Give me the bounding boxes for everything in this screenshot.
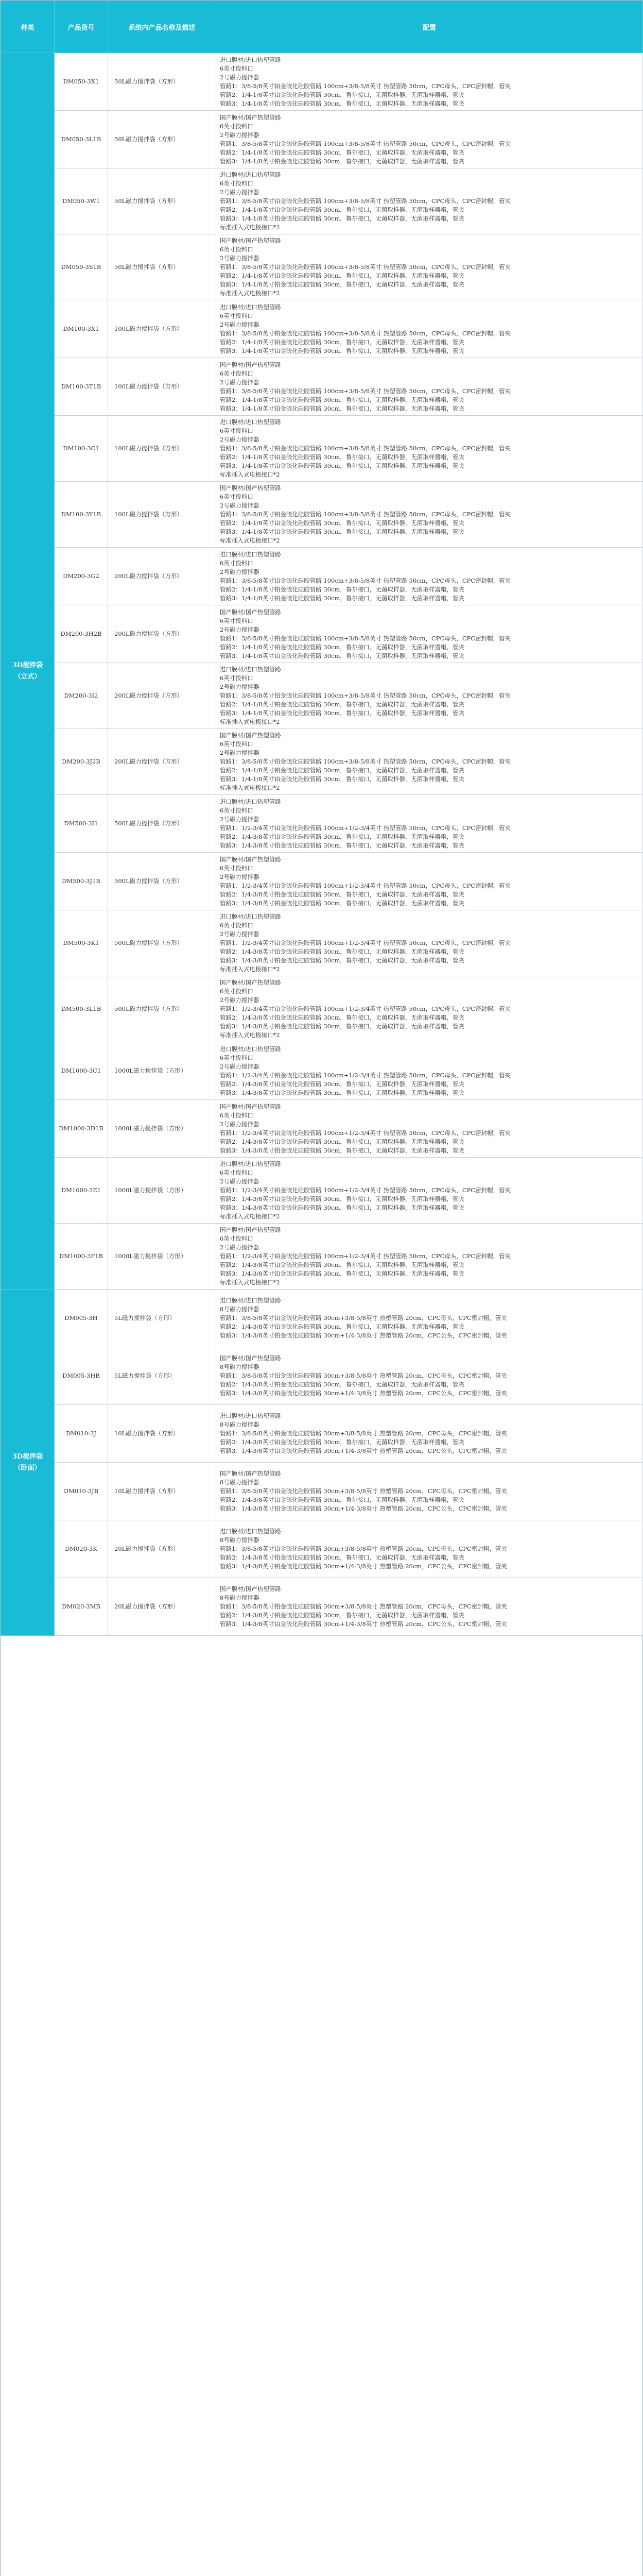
configuration-line: 管路1：3/8-5/8英寸铂金硫化硅胶管路 100cm+3/8-5/8英寸 热塑管路 50cm，CPC母头，CPC密封帽，管夹 bbox=[220, 263, 511, 270]
configuration-line: 管路3：1/4-1/8英寸铂金硫化硅胶管路 30cm，鲁尔接口，无菌取样器，无菌取样器帽，管夹 bbox=[220, 404, 464, 412]
product-name-cell: 50L磁力搅拌袋（方形） bbox=[108, 168, 216, 234]
product-name-cell: 100L磁力搅拌袋（方形） bbox=[108, 482, 216, 548]
product-code-cell: DM050-3W1 bbox=[55, 168, 108, 234]
configuration-line: 标准插入式电极接口*2 bbox=[220, 718, 280, 725]
configuration-line: 8号磁力搅拌器 bbox=[220, 1421, 259, 1428]
table-row bbox=[1, 1042, 643, 1100]
configuration-line: 管路2：1/4-1/8英寸铂金硫化硅胶管路 30cm，鲁尔接口，无菌取样器，无菌取样器帽，管夹 bbox=[220, 272, 464, 279]
configuration-line: 管路1：3/8-5/8英寸铂金硫化硅胶管路 100cm+3/8-5/8英寸 热塑管路 50cm，CPC母头，CPC密封帽，管夹 bbox=[220, 758, 511, 765]
configuration-line: 6英寸投料口 bbox=[220, 617, 253, 624]
configuration-cell bbox=[216, 1290, 643, 1347]
configuration-line: 管路2：1/4-3/8英寸铂金硫化硅胶管路 30cm，鲁尔接口，无菌取样器，无菌取样器帽，管夹 bbox=[220, 1438, 464, 1446]
configuration-line: 8号磁力搅拌器 bbox=[220, 1306, 259, 1313]
configuration-line: 管路3：1/4-3/8英寸铂金硫化硅胶管路 30cm，鲁尔接口，无菌取样器，无菌取样器帽，管夹 bbox=[220, 1023, 464, 1030]
configuration-line: 管路2：1/4-3/8英寸铂金硫化硅胶管路 30cm，鲁尔接口，无菌取样器，无菌取样器帽，管夹 bbox=[220, 1323, 464, 1330]
configuration-line: 管路3：1/4-3/8英寸铂金硫化硅胶管路 30cm，鲁尔接口，无菌取样器，无菌取样器帽，管夹 bbox=[220, 841, 464, 849]
configuration-line: 进口膜材/进口热塑管路 bbox=[220, 798, 281, 805]
configuration-line: 管路1：3/8-5/8英寸铂金硫化硅胶管路 30cm+3/8-5/8英寸 热塑管路 20cm，CPC母头，CPC密封帽，管夹 bbox=[220, 1487, 507, 1495]
product-name-cell: 200L磁力搅拌袋（方形） bbox=[108, 663, 216, 729]
configuration-line: 2号磁力搅拌器 bbox=[220, 815, 259, 823]
configuration-line: 管路2：1/4-1/8英寸铂金硫化硅胶管路 30cm，鲁尔接口，无菌取样器，无菌取样器帽，管夹 bbox=[220, 148, 464, 156]
configuration-line: 6英寸投料口 bbox=[220, 740, 253, 748]
configuration-line: 进口膜材/进口热塑管路 bbox=[220, 1045, 281, 1053]
configuration-line: 进口膜材/进口热塑管路 bbox=[220, 418, 281, 426]
configuration-line: 2号磁力搅拌器 bbox=[220, 1062, 259, 1070]
product-code-cell: DM010-3J bbox=[55, 1405, 108, 1463]
product-name-cell: 1000L磁力搅拌袋（方形） bbox=[108, 1158, 216, 1224]
configuration-line: 管路1：3/8-5/8英寸铂金硫化硅胶管路 100cm+3/8-5/8英寸 热塑管路 50cm，CPC母头，CPC密封帽，管夹 bbox=[220, 197, 511, 205]
product-code-cell: DM020-3MB bbox=[55, 1578, 108, 1636]
configuration-line: 管路2：1/4-3/8英寸铂金硫化硅胶管路 30cm，鲁尔接口，无菌取样器，无菌取样器帽，管夹 bbox=[220, 1612, 464, 1619]
configuration-line: 管路1：3/8-5/8英寸铂金硫化硅胶管路 100cm+3/8-5/8英寸 热塑管路 50cm，CPC母头，CPC密封帽，管夹 bbox=[220, 82, 511, 90]
category-label-line: 3D搅拌袋 bbox=[12, 1452, 43, 1461]
configuration-line: 管路1：1/2-3/4英寸铂金硫化硅胶管路 100cm+1/2-3/4英寸 热塑管路 50cm，CPC母头，CPC密封帽，管夹 bbox=[220, 882, 511, 889]
configuration-cell bbox=[216, 1463, 643, 1520]
configuration-line: 管路3：1/4-1/8英寸铂金硫化硅胶管路 30cm，鲁尔接口，无菌取样器，无菌取样器帽，管夹 bbox=[220, 215, 464, 222]
configuration-cell bbox=[216, 111, 643, 168]
configuration-line: 管路1：1/2-3/4英寸铂金硫化硅胶管路 100cm+1/2-3/4英寸 热塑管路 50cm，CPC母头，CPC密封帽，管夹 bbox=[220, 939, 511, 946]
configuration-line: 管路3：1/4-3/8英寸铂金硫化硅胶管路 30cm，鲁尔接口，无菌取样器，无菌取样器帽，管夹 bbox=[220, 1146, 464, 1154]
table-row bbox=[1, 1290, 643, 1347]
configuration-cell bbox=[216, 548, 643, 605]
table-row bbox=[1, 482, 643, 548]
configuration-line: 标准插入式电极接口*2 bbox=[220, 784, 280, 791]
product-code-cell: DM005-3HB bbox=[55, 1347, 108, 1405]
table-row bbox=[1, 1520, 643, 1578]
product-name-cell: 5L磁力搅拌袋（方形） bbox=[108, 1290, 216, 1347]
configuration-line: 2号磁力搅拌器 bbox=[220, 749, 259, 756]
table-row bbox=[1, 1224, 643, 1290]
configuration-cell bbox=[216, 1042, 643, 1100]
product-name-cell: 200L磁力搅拌袋（方形） bbox=[108, 605, 216, 663]
product-name-cell: 100L磁力搅拌袋（方形） bbox=[108, 416, 216, 482]
configuration-line: 进口膜材/进口热塑管路 bbox=[220, 1160, 281, 1167]
configuration-line: 管路2：1/4-3/8英寸铂金硫化硅胶管路 30cm，鲁尔接口，无菌取样器，无菌取样器帽，管夹 bbox=[220, 1195, 464, 1202]
product-name-cell: 5L磁力搅拌袋（方形） bbox=[108, 1347, 216, 1405]
configuration-line: 2号磁力搅拌器 bbox=[220, 131, 259, 139]
configuration-line: 管路2：1/4-3/8英寸铂金硫化硅胶管路 30cm，鲁尔接口，无菌取样器，无菌取样器帽，管夹 bbox=[220, 948, 464, 955]
configuration-line: 标准插入式电极接口*2 bbox=[220, 224, 280, 231]
product-name-cell: 200L磁力搅拌袋（方形） bbox=[108, 729, 216, 795]
configuration-line: 管路1：3/8-5/8英寸铂金硫化硅胶管路 100cm+3/8-5/8英寸 热塑管路 50cm，CPC母头，CPC密封帽，管夹 bbox=[220, 140, 511, 147]
configuration-cell bbox=[216, 1578, 643, 1636]
configuration-cell bbox=[216, 358, 643, 416]
configuration-line: 8号磁力搅拌器 bbox=[220, 1594, 259, 1601]
product-code-cell: DM500-3I1 bbox=[55, 795, 108, 853]
product-code-cell: DM010-3JB bbox=[55, 1463, 108, 1520]
configuration-line: 管路1：3/8-5/8英寸铂金硫化硅胶管路 100cm+3/8-5/8英寸 热塑管路 50cm，CPC母头，CPC密封帽，管夹 bbox=[220, 445, 511, 452]
configuration-line: 管路3：1/4-3/8英寸铂金硫化硅胶管路 30cm，鲁尔接口，无菌取样器，无菌取样器帽，管夹 bbox=[220, 957, 464, 964]
configuration-line: 国产膜材/国产热塑管路 bbox=[220, 1103, 281, 1110]
configuration-line: 8号磁力搅拌器 bbox=[220, 1536, 259, 1544]
configuration-line: 管路1：3/8-5/8英寸铂金硫化硅胶管路 100cm+3/8-5/8英寸 热塑管路 50cm，CPC母头，CPC密封帽，管夹 bbox=[220, 577, 511, 584]
configuration-line: 管路3：1/4-3/8英寸铂金硫化硅胶管路 30cm+1/4-3/8英寸 热塑管路 20cm，CPC公头，CPC密封帽，管夹 bbox=[220, 1505, 507, 1512]
configuration-line: 国产膜材/国产热塑管路 bbox=[220, 113, 281, 121]
configuration-line: 管路2：1/4-3/8英寸铂金硫化硅胶管路 30cm，鲁尔接口，无菌取样器，无菌取样器帽，管夹 bbox=[220, 890, 464, 898]
table-row bbox=[1, 111, 643, 168]
product-code-cell: DM050-3S1B bbox=[55, 234, 108, 300]
product-code-cell: DM050-3L1B bbox=[55, 111, 108, 168]
configuration-line: 管路2：1/4-1/8英寸铂金硫化硅胶管路 30cm，鲁尔接口，无菌取样器，无菌取样器帽，管夹 bbox=[220, 206, 464, 213]
configuration-line: 管路1：3/8-5/8英寸铂金硫化硅胶管路 100cm+3/8-5/8英寸 热塑管路 50cm，CPC母头，CPC密封帽，管夹 bbox=[220, 511, 511, 518]
configuration-line: 管路3：1/4-1/8英寸铂金硫化硅胶管路 30cm，鲁尔接口，无菌取样器，无菌取样器帽，管夹 bbox=[220, 528, 464, 535]
configuration-line: 管路1：3/8-5/8英寸铂金硫化硅胶管路 100cm+3/8-5/8英寸 热塑管路 50cm，CPC母头，CPC密封帽，管夹 bbox=[220, 692, 511, 699]
configuration-line: 2号磁力搅拌器 bbox=[220, 625, 259, 633]
product-code-cell: DM100-3X1 bbox=[55, 300, 108, 358]
product-code-cell: DM1000-3E1 bbox=[55, 1158, 108, 1224]
table-row bbox=[1, 976, 643, 1042]
configuration-line: 管路3：1/4-1/8英寸铂金硫化硅胶管路 30cm，鲁尔接口，无菌取样器，无菌取样器帽，管夹 bbox=[220, 594, 464, 602]
category-label-line: （卧面） bbox=[14, 1464, 41, 1472]
configuration-line: 管路3：1/4-1/8英寸铂金硫化硅胶管路 30cm，鲁尔接口，无菌取样器，无菌取样器帽，管夹 bbox=[220, 709, 464, 717]
product-name-cell: 50L磁力搅拌袋（方形） bbox=[108, 234, 216, 300]
configuration-line: 管路3：1/4-1/8英寸铂金硫化硅胶管路 30cm，鲁尔接口，无菌取样器，无菌取样器帽，管夹 bbox=[220, 462, 464, 469]
configuration-line: 管路3：1/4-1/8英寸铂金硫化硅胶管路 30cm，鲁尔接口，无菌取样器，无菌取样器帽，管夹 bbox=[220, 157, 464, 165]
product-code-cell: DM005-3H bbox=[55, 1290, 108, 1347]
configuration-line: 管路2：1/4-1/8英寸铂金硫化硅胶管路 30cm，鲁尔接口，无菌取样器，无菌取样器帽，管夹 bbox=[220, 338, 464, 346]
configuration-line: 6英寸投料口 bbox=[220, 806, 253, 814]
configuration-line: 管路2：1/4-1/8英寸铂金硫化硅胶管路 30cm，鲁尔接口，无菌取样器，无菌取样器帽，管夹 bbox=[220, 701, 464, 708]
configuration-line: 国产膜材/国产热塑管路 bbox=[220, 1470, 281, 1477]
configuration-line: 6英寸投料口 bbox=[220, 180, 253, 187]
configuration-line: 国产膜材/国产热塑管路 bbox=[220, 484, 281, 492]
product-code-cell: DM100-3Y1B bbox=[55, 482, 108, 548]
configuration-line: 管路1：1/2-3/4英寸铂金硫化硅胶管路 100cm+1/2-3/4英寸 热塑管路 50cm，CPC母头，CPC密封帽，管夹 bbox=[220, 1071, 511, 1079]
product-code-cell: DM100-3C1 bbox=[55, 416, 108, 482]
configuration-line: 管路1：1/2-3/4英寸铂金硫化硅胶管路 100cm+1/2-3/4英寸 热塑管路 50cm，CPC母头，CPC密封帽，管夹 bbox=[220, 1129, 511, 1137]
configuration-line: 管路3：1/4-3/8英寸铂金硫化硅胶管路 30cm，鲁尔接口，无菌取样器，无菌取样器帽，管夹 bbox=[220, 1204, 464, 1211]
configuration-line: 2号磁力搅拌器 bbox=[220, 502, 259, 509]
table-row bbox=[1, 548, 643, 605]
header-name: 系统内产品名称及描述 bbox=[108, 1, 216, 53]
product-code-cell: DM200-3I2 bbox=[55, 663, 108, 729]
table-row bbox=[1, 853, 643, 910]
header-kind: 种类 bbox=[1, 1, 55, 53]
configuration-cell bbox=[216, 416, 643, 482]
configuration-line: 进口膜材/进口热塑管路 bbox=[220, 56, 281, 63]
configuration-line: 进口膜材/进口热塑管路 bbox=[220, 1528, 281, 1535]
configuration-line: 管路1：3/8-5/8英寸铂金硫化硅胶管路 100cm+3/8-5/8英寸 热塑管路 50cm，CPC母头，CPC密封帽，管夹 bbox=[220, 634, 511, 642]
configuration-line: 管路1：3/8-5/8英寸铂金硫化硅胶管路 30cm+3/8-5/8英寸 热塑管路 20cm，CPC母头，CPC密封帽，管夹 bbox=[220, 1314, 507, 1321]
configuration-cell bbox=[216, 976, 643, 1042]
configuration-line: 进口膜材/进口热塑管路 bbox=[220, 171, 281, 178]
table-row bbox=[1, 910, 643, 976]
product-code-cell: DM500-3L1B bbox=[55, 976, 108, 1042]
configuration-line: 管路2：1/4-3/8英寸铂金硫化硅胶管路 30cm，鲁尔接口，无菌取样器，无菌取样器帽，管夹 bbox=[220, 1014, 464, 1021]
configuration-cell bbox=[216, 910, 643, 976]
table-row bbox=[1, 663, 643, 729]
product-name-cell: 10L磁力搅拌袋（方形） bbox=[108, 1463, 216, 1520]
configuration-line: 2号磁力搅拌器 bbox=[220, 320, 259, 328]
product-code-cell: DM100-3T1B bbox=[55, 358, 108, 416]
product-name-cell: 100L磁力搅拌袋（方形） bbox=[108, 300, 216, 358]
configuration-line: 国产膜材/国产热塑管路 bbox=[220, 1354, 281, 1362]
configuration-line: 管路3：1/4-3/8英寸铂金硫化硅胶管路 30cm+1/4-3/8英寸 热塑管路 20cm，CPC公头，CPC密封帽，管夹 bbox=[220, 1332, 507, 1339]
configuration-cell bbox=[216, 729, 643, 795]
configuration-line: 国产膜材/国产热塑管路 bbox=[220, 361, 281, 368]
product-code-cell: DM1000-3C1 bbox=[55, 1042, 108, 1100]
table-row bbox=[1, 1158, 643, 1224]
configuration-line: 国产膜材/国产热塑管路 bbox=[220, 1226, 281, 1233]
configuration-cell bbox=[216, 663, 643, 729]
configuration-line: 管路2：1/4-1/8英寸铂金硫化硅胶管路 30cm，鲁尔接口，无菌取样器，无菌取样器帽，管夹 bbox=[220, 396, 464, 403]
configuration-line: 管路3：1/4-1/8英寸铂金硫化硅胶管路 30cm，鲁尔接口，无菌取样器，无菌取样器帽，管夹 bbox=[220, 775, 464, 783]
configuration-line: 标准插入式电极接口*2 bbox=[220, 537, 280, 544]
configuration-cell bbox=[216, 853, 643, 910]
configuration-line: 6英寸投料口 bbox=[220, 427, 253, 434]
configuration-line: 2号磁力搅拌器 bbox=[220, 255, 259, 262]
product-code-cell: DM200-3J2B bbox=[55, 729, 108, 795]
category-cell bbox=[1, 53, 55, 1290]
table-row bbox=[1, 300, 643, 358]
configuration-line: 管路3：1/4-3/8英寸铂金硫化硅胶管路 30cm，鲁尔接口，无菌取样器，无菌取样器帽，管夹 bbox=[220, 1270, 464, 1277]
configuration-line: 2号磁力搅拌器 bbox=[220, 378, 259, 386]
configuration-line: 管路3：1/4-3/8英寸铂金硫化硅胶管路 30cm+1/4-3/8英寸 热塑管路 20cm，CPC公头，CPC密封帽，管夹 bbox=[220, 1447, 507, 1454]
configuration-line: 2号磁力搅拌器 bbox=[220, 568, 259, 575]
configuration-line: 进口膜材/进口热塑管路 bbox=[220, 913, 281, 920]
table-row bbox=[1, 53, 643, 111]
configuration-line: 国产膜材/国产热塑管路 bbox=[220, 237, 281, 244]
configuration-cell bbox=[216, 1405, 643, 1463]
configuration-line: 国产膜材/国产热塑管路 bbox=[220, 732, 281, 739]
configuration-line: 2号磁力搅拌器 bbox=[220, 1244, 259, 1251]
configuration-line: 管路2：1/4-3/8英寸铂金硫化硅胶管路 30cm，鲁尔接口，无菌取样器，无菌取样器帽，管夹 bbox=[220, 1138, 464, 1145]
configuration-line: 国产膜材/国产热塑管路 bbox=[220, 1585, 281, 1592]
product-code-cell: DM020-3K bbox=[55, 1520, 108, 1578]
configuration-line: 2号磁力搅拌器 bbox=[220, 1178, 259, 1185]
product-code-cell: DM1000-3F1B bbox=[55, 1224, 108, 1290]
configuration-line: 管路2：1/4-1/8英寸铂金硫化硅胶管路 30cm，鲁尔接口，无菌取样器，无菌取样器帽，管夹 bbox=[220, 643, 464, 651]
table-row bbox=[1, 1100, 643, 1158]
configuration-line: 管路2：1/4-1/8英寸铂金硫化硅胶管路 30cm，鲁尔接口，无菌取样器，无菌取样器帽，管夹 bbox=[220, 585, 464, 593]
category-cell bbox=[1, 1290, 55, 1636]
configuration-line: 管路1：1/2-3/4英寸铂金硫化硅胶管路 100cm+1/2-3/4英寸 热塑管路 50cm，CPC母头，CPC密封帽，管夹 bbox=[220, 1005, 511, 1012]
configuration-line: 2号磁力搅拌器 bbox=[220, 996, 259, 1004]
configuration-line: 管路3：1/4-3/8英寸铂金硫化硅胶管路 30cm+1/4-3/8英寸 热塑管路 20cm，CPC公头，CPC密封帽，管夹 bbox=[220, 1389, 507, 1397]
header-model: 产品货号 bbox=[55, 1, 108, 53]
configuration-line: 进口膜材/进口热塑管路 bbox=[220, 666, 281, 673]
table-body bbox=[1, 53, 643, 1636]
configuration-line: 6英寸投料口 bbox=[220, 369, 253, 377]
configuration-line: 管路3：1/4-1/8英寸铂金硫化硅胶管路 30cm，鲁尔接口，无菌取样器，无菌取样器帽，管夹 bbox=[220, 99, 464, 107]
table-row bbox=[1, 1405, 643, 1463]
product-table bbox=[1, 1, 643, 1636]
configuration-line: 国产膜材/国产热塑管路 bbox=[220, 979, 281, 986]
configuration-line: 管路2：1/4-3/8英寸铂金硫化硅胶管路 30cm，鲁尔接口，无菌取样器，无菌取样器帽，管夹 bbox=[220, 1261, 464, 1268]
configuration-line: 管路1：3/8-5/8英寸铂金硫化硅胶管路 30cm+3/8-5/8英寸 热塑管路 20cm，CPC母头，CPC密封帽，管夹 bbox=[220, 1430, 507, 1437]
configuration-line: 2号磁力搅拌器 bbox=[220, 1120, 259, 1128]
configuration-line: 管路1：1/2-3/4英寸铂金硫化硅胶管路 100cm+1/2-3/4英寸 热塑管路 50cm，CPC母头，CPC密封帽，管夹 bbox=[220, 1252, 511, 1260]
configuration-line: 6英寸投料口 bbox=[220, 493, 253, 500]
configuration-line: 6英寸投料口 bbox=[220, 1169, 253, 1176]
configuration-line: 6英寸投料口 bbox=[220, 988, 253, 995]
configuration-line: 6英寸投料口 bbox=[220, 1054, 253, 1061]
category-label-line: （立式） bbox=[14, 672, 41, 681]
configuration-cell bbox=[216, 1158, 643, 1224]
configuration-line: 管路1：1/2-3/4英寸铂金硫化硅胶管路 100cm+1/2-3/4英寸 热塑管路 50cm，CPC母头，CPC密封帽，管夹 bbox=[220, 1187, 511, 1194]
configuration-line: 6英寸投料口 bbox=[220, 864, 253, 872]
configuration-line: 进口膜材/进口热塑管路 bbox=[220, 1412, 281, 1419]
configuration-line: 国产膜材/国产热塑管路 bbox=[220, 855, 281, 863]
configuration-line: 标准插入式电极接口*2 bbox=[220, 290, 280, 297]
configuration-line: 管路2：1/4-3/8英寸铂金硫化硅胶管路 30cm，鲁尔接口，无菌取样器，无菌取样器帽，管夹 bbox=[220, 1496, 464, 1503]
product-name-cell: 50L磁力搅拌袋（方形） bbox=[108, 53, 216, 111]
configuration-line: 管路3：1/4-1/8英寸铂金硫化硅胶管路 30cm，鲁尔接口，无菌取样器，无菌取样器帽，管夹 bbox=[220, 652, 464, 659]
configuration-line: 管路2：1/4-1/8英寸铂金硫化硅胶管路 30cm，鲁尔接口，无菌取样器，无菌取样器帽，管夹 bbox=[220, 453, 464, 461]
configuration-line: 管路1：1/2-3/4英寸铂金硫化硅胶管路 100cm+1/2-3/4英寸 热塑管路 50cm，CPC母头，CPC密封帽，管夹 bbox=[220, 824, 511, 832]
table-row bbox=[1, 358, 643, 416]
configuration-line: 管路1：3/8-5/8英寸铂金硫化硅胶管路 100cm+3/8-5/8英寸 热塑管路 50cm，CPC母头，CPC密封帽，管夹 bbox=[220, 329, 511, 337]
configuration-line: 2号磁力搅拌器 bbox=[220, 873, 259, 880]
table-row bbox=[1, 605, 643, 663]
product-code-cell: DM1000-3D1B bbox=[55, 1100, 108, 1158]
product-name-cell: 500L磁力搅拌袋（方形） bbox=[108, 910, 216, 976]
configuration-line: 管路3：1/4-1/8英寸铂金硫化硅胶管路 30cm，鲁尔接口，无菌取样器，无菌取样器帽，管夹 bbox=[220, 347, 464, 354]
configuration-line: 2号磁力搅拌器 bbox=[220, 73, 259, 81]
product-name-cell: 10L磁力搅拌袋（方形） bbox=[108, 1405, 216, 1463]
configuration-line: 6英寸投料口 bbox=[220, 922, 253, 929]
configuration-line: 6英寸投料口 bbox=[220, 122, 253, 130]
configuration-cell bbox=[216, 605, 643, 663]
configuration-cell bbox=[216, 300, 643, 358]
configuration-line: 国产膜材/国产热塑管路 bbox=[220, 608, 281, 616]
configuration-line: 管路3：1/4-3/8英寸铂金硫化硅胶管路 30cm+1/4-3/8英寸 热塑管路 20cm，CPC公头，CPC密封帽，管夹 bbox=[220, 1620, 507, 1628]
configuration-line: 管路2：1/4-1/8英寸铂金硫化硅胶管路 30cm，鲁尔接口，无菌取样器，无菌取样器帽，管夹 bbox=[220, 519, 464, 527]
configuration-line: 管路3：1/4-3/8英寸铂金硫化硅胶管路 30cm，鲁尔接口，无菌取样器，无菌取样器帽，管夹 bbox=[220, 899, 464, 907]
configuration-line: 进口膜材/进口热塑管路 bbox=[220, 550, 281, 558]
configuration-cell bbox=[216, 168, 643, 234]
configuration-line: 2号磁力搅拌器 bbox=[220, 930, 259, 938]
configuration-line: 管路1：3/8-5/8英寸铂金硫化硅胶管路 30cm+3/8-5/8英寸 热塑管路 20cm，CPC母头，CPC密封帽，管夹 bbox=[220, 1545, 507, 1552]
product-name-cell: 500L磁力搅拌袋（方形） bbox=[108, 976, 216, 1042]
table-row bbox=[1, 729, 643, 795]
configuration-line: 标准插入式电极接口*2 bbox=[220, 1031, 280, 1039]
product-code-cell: DM200-3H2B bbox=[55, 605, 108, 663]
table-row bbox=[1, 1578, 643, 1636]
category-label-line: 3D搅拌袋 bbox=[12, 661, 43, 669]
configuration-line: 2号磁力搅拌器 bbox=[220, 189, 259, 196]
product-name-cell: 20L磁力搅拌袋（方形） bbox=[108, 1520, 216, 1578]
configuration-cell bbox=[216, 1520, 643, 1578]
configuration-cell bbox=[216, 234, 643, 300]
configuration-cell bbox=[216, 795, 643, 853]
configuration-cell bbox=[216, 1347, 643, 1405]
configuration-cell bbox=[216, 1224, 643, 1290]
product-code-cell: DM050-3X1 bbox=[55, 53, 108, 111]
configuration-line: 管路2：1/4-3/8英寸铂金硫化硅胶管路 30cm，鲁尔接口，无菌取样器，无菌取样器帽，管夹 bbox=[220, 1554, 464, 1561]
product-name-cell: 1000L磁力搅拌袋（方形） bbox=[108, 1224, 216, 1290]
configuration-line: 6英寸投料口 bbox=[220, 1111, 253, 1119]
product-name-cell: 50L磁力搅拌袋（方形） bbox=[108, 111, 216, 168]
configuration-line: 管路2：1/4-3/8英寸铂金硫化硅胶管路 30cm，鲁尔接口，无菌取样器，无菌取样器帽，管夹 bbox=[220, 1381, 464, 1388]
configuration-line: 管路3：1/4-3/8英寸铂金硫化硅胶管路 30cm，鲁尔接口，无菌取样器，无菌取样器帽，管夹 bbox=[220, 1089, 464, 1096]
header-config: 配置 bbox=[216, 1, 643, 53]
configuration-line: 管路2：1/4-1/8英寸铂金硫化硅胶管路 30cm，鲁尔接口，无菌取样器，无菌取样器帽，管夹 bbox=[220, 91, 464, 98]
product-name-cell: 500L磁力搅拌袋（方形） bbox=[108, 853, 216, 910]
configuration-line: 管路1：3/8-5/8英寸铂金硫化硅胶管路 100cm+3/8-5/8英寸 热塑管路 50cm，CPC母头，CPC密封帽，管夹 bbox=[220, 387, 511, 395]
product-name-cell: 100L磁力搅拌袋（方形） bbox=[108, 358, 216, 416]
configuration-line: 进口膜材/进口热塑管路 bbox=[220, 303, 281, 311]
configuration-line: 2号磁力搅拌器 bbox=[220, 436, 259, 443]
product-code-cell: DM500-3K1 bbox=[55, 910, 108, 976]
configuration-line: 标准插入式电极接口*2 bbox=[220, 1279, 280, 1286]
configuration-line: 标准插入式电极接口*2 bbox=[220, 965, 280, 973]
configuration-line: 管路1：3/8-5/8英寸铂金硫化硅胶管路 30cm+3/8-5/8英寸 热塑管路 20cm，CPC母头，CPC密封帽，管夹 bbox=[220, 1603, 507, 1610]
product-name-cell: 500L磁力搅拌袋（方形） bbox=[108, 795, 216, 853]
configuration-line: 管路2：1/4-3/8英寸铂金硫化硅胶管路 30cm，鲁尔接口，无菌取样器，无菌取样器帽，管夹 bbox=[220, 833, 464, 840]
configuration-line: 管路2：1/4-3/8英寸铂金硫化硅胶管路 30cm，鲁尔接口，无菌取样器，无菌取样器帽，管夹 bbox=[220, 1080, 464, 1088]
configuration-line: 2号磁力搅拌器 bbox=[220, 683, 259, 690]
table-row bbox=[1, 1463, 643, 1520]
product-name-cell: 20L磁力搅拌袋（方形） bbox=[108, 1578, 216, 1636]
configuration-line: 管路1：3/8-5/8英寸铂金硫化硅胶管路 30cm+3/8-5/8英寸 热塑管路 20cm，CPC母头，CPC密封帽，管夹 bbox=[220, 1372, 507, 1379]
configuration-line: 6英寸投料口 bbox=[220, 64, 253, 72]
product-name-cell: 1000L磁力搅拌袋（方形） bbox=[108, 1042, 216, 1100]
product-code-cell: DM200-3G2 bbox=[55, 548, 108, 605]
configuration-line: 8号磁力搅拌器 bbox=[220, 1479, 259, 1486]
configuration-line: 标准插入式电极接口*2 bbox=[220, 471, 280, 478]
table-row bbox=[1, 416, 643, 482]
header-row bbox=[1, 1, 643, 53]
table-row bbox=[1, 168, 643, 234]
configuration-line: 6英寸投料口 bbox=[220, 559, 253, 567]
configuration-cell bbox=[216, 53, 643, 111]
table-row bbox=[1, 795, 643, 853]
table-row bbox=[1, 1347, 643, 1405]
configuration-line: 管路3：1/4-3/8英寸铂金硫化硅胶管路 30cm+1/4-3/8英寸 热塑管路 20cm，CPC公头，CPC密封帽，管夹 bbox=[220, 1563, 507, 1570]
product-name-cell: 1000L磁力搅拌袋（方形） bbox=[108, 1100, 216, 1158]
table-row bbox=[1, 234, 643, 300]
configuration-line: 6英寸投料口 bbox=[220, 312, 253, 319]
configuration-line: 8号磁力搅拌器 bbox=[220, 1363, 259, 1370]
configuration-line: 进口膜材/进口热塑管路 bbox=[220, 1297, 281, 1304]
product-name-cell: 200L磁力搅拌袋（方形） bbox=[108, 548, 216, 605]
configuration-line: 6英寸投料口 bbox=[220, 246, 253, 253]
configuration-cell bbox=[216, 482, 643, 548]
configuration-line: 管路3：1/4-1/8英寸铂金硫化硅胶管路 30cm，鲁尔接口，无菌取样器，无菌取样器帽，管夹 bbox=[220, 281, 464, 288]
configuration-cell bbox=[216, 1100, 643, 1158]
product-code-cell: DM500-3J1B bbox=[55, 853, 108, 910]
configuration-line: 管路2：1/4-1/8英寸铂金硫化硅胶管路 30cm，鲁尔接口，无菌取样器，无菌取样器帽，管夹 bbox=[220, 767, 464, 774]
configuration-line: 6英寸投料口 bbox=[220, 674, 253, 682]
configuration-line: 6英寸投料口 bbox=[220, 1235, 253, 1242]
configuration-line: 标准插入式电极接口*2 bbox=[220, 1213, 280, 1220]
